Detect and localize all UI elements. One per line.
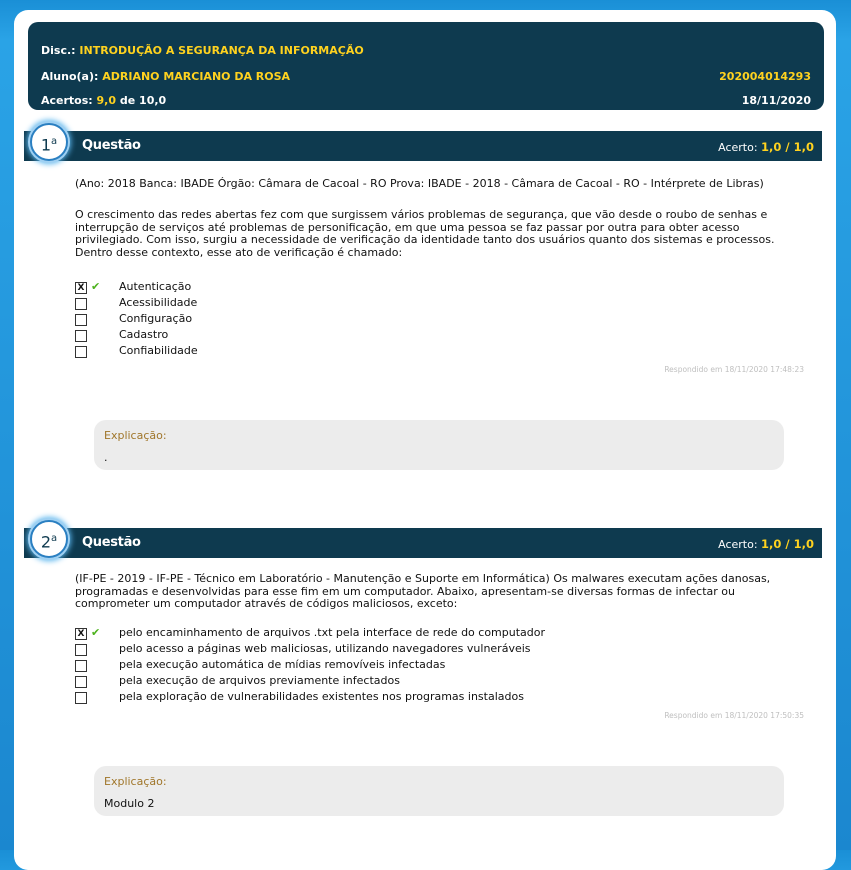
option-label: pela execução de arquivos previamente infectados <box>119 674 400 687</box>
answered-timestamp: Respondido em 18/11/2020 17:48:23 <box>664 365 804 374</box>
checkbox[interactable] <box>75 644 87 656</box>
explanation-text: Modulo 2 <box>104 797 155 810</box>
answered-timestamp: Respondido em 18/11/2020 17:50:35 <box>664 711 804 720</box>
checkbox[interactable] <box>75 298 87 310</box>
option-label: pela execução automática de mídias removíveis infectadas <box>119 658 446 671</box>
question-number-badge: 2$^a$ <box>30 520 68 558</box>
acertos-total: de 10,0 <box>119 94 167 107</box>
question-2-bar <box>24 528 822 558</box>
question-2-options <box>75 625 805 705</box>
option-item[interactable] <box>75 343 805 359</box>
explanation-title: Explicação: <box>104 429 167 442</box>
correct-check-icon: ✔ <box>91 280 101 293</box>
option-item[interactable] <box>75 625 805 641</box>
question-score: Acerto: 1,0 / 1,0 <box>718 140 814 154</box>
option-item[interactable] <box>75 657 805 673</box>
exam-date: 18/11/2020 <box>741 94 811 107</box>
option-label: Autenticação <box>119 280 192 293</box>
option-item[interactable] <box>75 689 805 705</box>
checkbox-checked[interactable]: X <box>75 282 87 294</box>
exam-header <box>28 22 824 110</box>
option-label: Acessibilidade <box>119 296 198 309</box>
checkbox[interactable] <box>75 676 87 688</box>
question-number-badge: 1$^a$ <box>30 123 68 161</box>
question-1-source: (Ano: 2018 Banca: IBADE Órgão: Câmara de Cacoal - RO Prova: IBADE - 2018 - Câmara de Cacoal - RO - Intérprete de Libras) <box>75 177 764 190</box>
acertos-value: 9,0 <box>96 94 117 107</box>
aluno-label: Aluno(a): <box>41 70 99 83</box>
page-sheet <box>14 10 836 870</box>
option-item[interactable] <box>75 295 805 311</box>
option-label: Cadastro <box>119 328 169 341</box>
option-item[interactable] <box>75 311 805 327</box>
option-item[interactable] <box>75 641 805 657</box>
checkbox[interactable] <box>75 314 87 326</box>
disc-value: INTRODUÇÃO A SEGURANÇA DA INFORMAÇÃO <box>79 44 364 57</box>
checkbox[interactable] <box>75 660 87 672</box>
matricula: 202004014293 <box>719 70 811 83</box>
explanation-title: Explicação: <box>104 775 167 788</box>
option-label: Confiabilidade <box>119 344 198 357</box>
question-1-options <box>75 279 805 359</box>
option-item[interactable] <box>75 327 805 343</box>
question-title: Questão <box>82 138 141 153</box>
option-item[interactable] <box>75 673 805 689</box>
question-score: Acerto: 1,0 / 1,0 <box>718 537 814 551</box>
explanation-box <box>94 420 784 470</box>
question-1-bar <box>24 131 822 161</box>
option-label: pelo acesso a páginas web maliciosas, utilizando navegadores vulneráveis <box>119 642 531 655</box>
checkbox[interactable] <box>75 330 87 342</box>
checkbox-checked[interactable]: X <box>75 628 87 640</box>
checkbox[interactable] <box>75 692 87 704</box>
acertos-label: Acertos: <box>41 94 93 107</box>
option-label: Configuração <box>119 312 193 325</box>
question-title: Questão <box>82 535 141 550</box>
option-label: pelo encaminhamento de arquivos .txt pela interface de rede do computador <box>119 626 546 639</box>
disc-label: Disc.: <box>41 44 76 57</box>
explanation-text: . <box>104 451 108 464</box>
option-item[interactable] <box>75 279 805 295</box>
correct-check-icon: ✔ <box>91 626 101 639</box>
question-1-statement: O crescimento das redes abertas fez com que surgissem vários problemas de segurança, que vão desde o roubo de senhas e interrupção de serviços até problemas de personificação, em que uma pessoa se faz passar por outra para obter acesso privilegiado. Com isso, surgiu a necessidade de verificação da identidade tanto dos usuários quanto dos sistemas e processos. Dentro desse contexto, esse ato de verificação é chamado: <box>75 208 775 259</box>
question-2-statement: (IF-PE - 2019 - IF-PE - Técnico em Laboratório - Manutenção e Suporte em Informática) Os malwares executam ações danosas, programadas e desenvolvidas para esse fim em um computador. Abaixo, apresentam-se diversas formas de infectar ou comprometer um computador através de códigos maliciosos, exceto: <box>75 572 771 610</box>
checkbox[interactable] <box>75 346 87 358</box>
aluno-value: ADRIANO MARCIANO DA ROSA <box>102 70 291 83</box>
explanation-box <box>94 766 784 816</box>
option-label: pela exploração de vulnerabilidades existentes nos programas instalados <box>119 690 524 703</box>
